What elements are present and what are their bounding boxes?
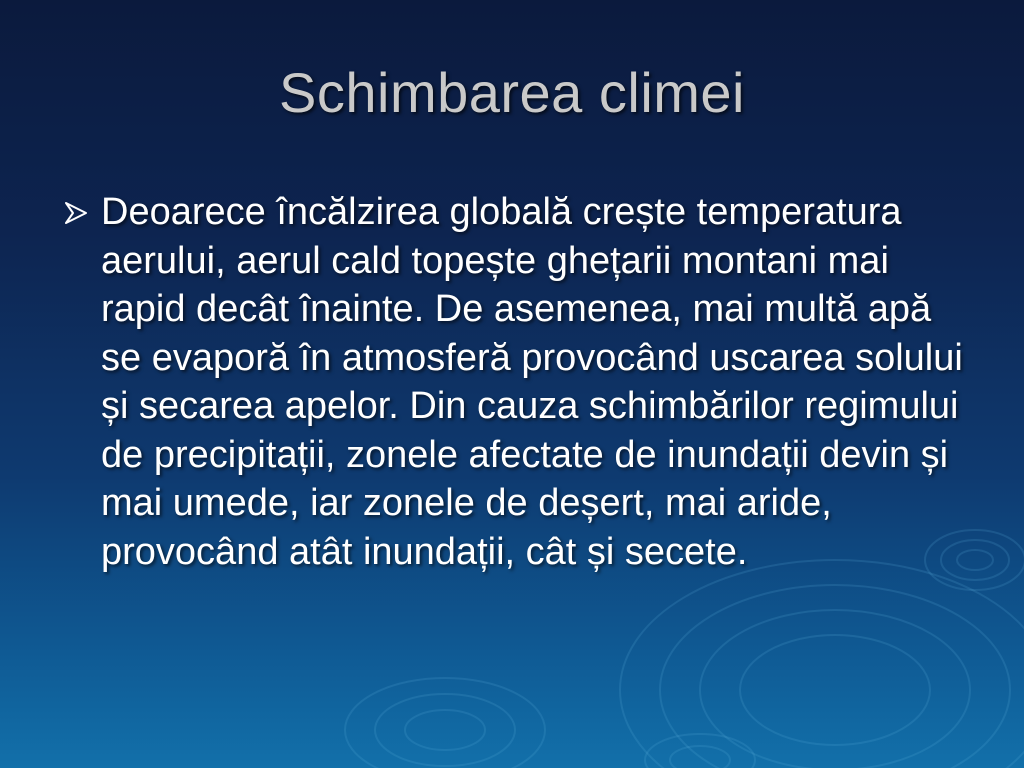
bullet-item [64, 188, 974, 688]
slide-title: Schimbarea climei [279, 61, 745, 124]
arrow-bullet-icon [64, 201, 90, 225]
bullet-text: Deoarece încălzirea globală crește temperatura aerului, aerul cald topește ghețarii montani mai rapid decât înainte. De asemenea, mai multă apă se evaporă în atmosferă provocând uscarea solului și secarea apelor. Din cauza schimbărilor regimului de precipitații, zonele afectate de inundații devin și mai umede, iar zonele de deșert, mai aride, provocând atât inundații, cât și secete. [101, 191, 963, 573]
